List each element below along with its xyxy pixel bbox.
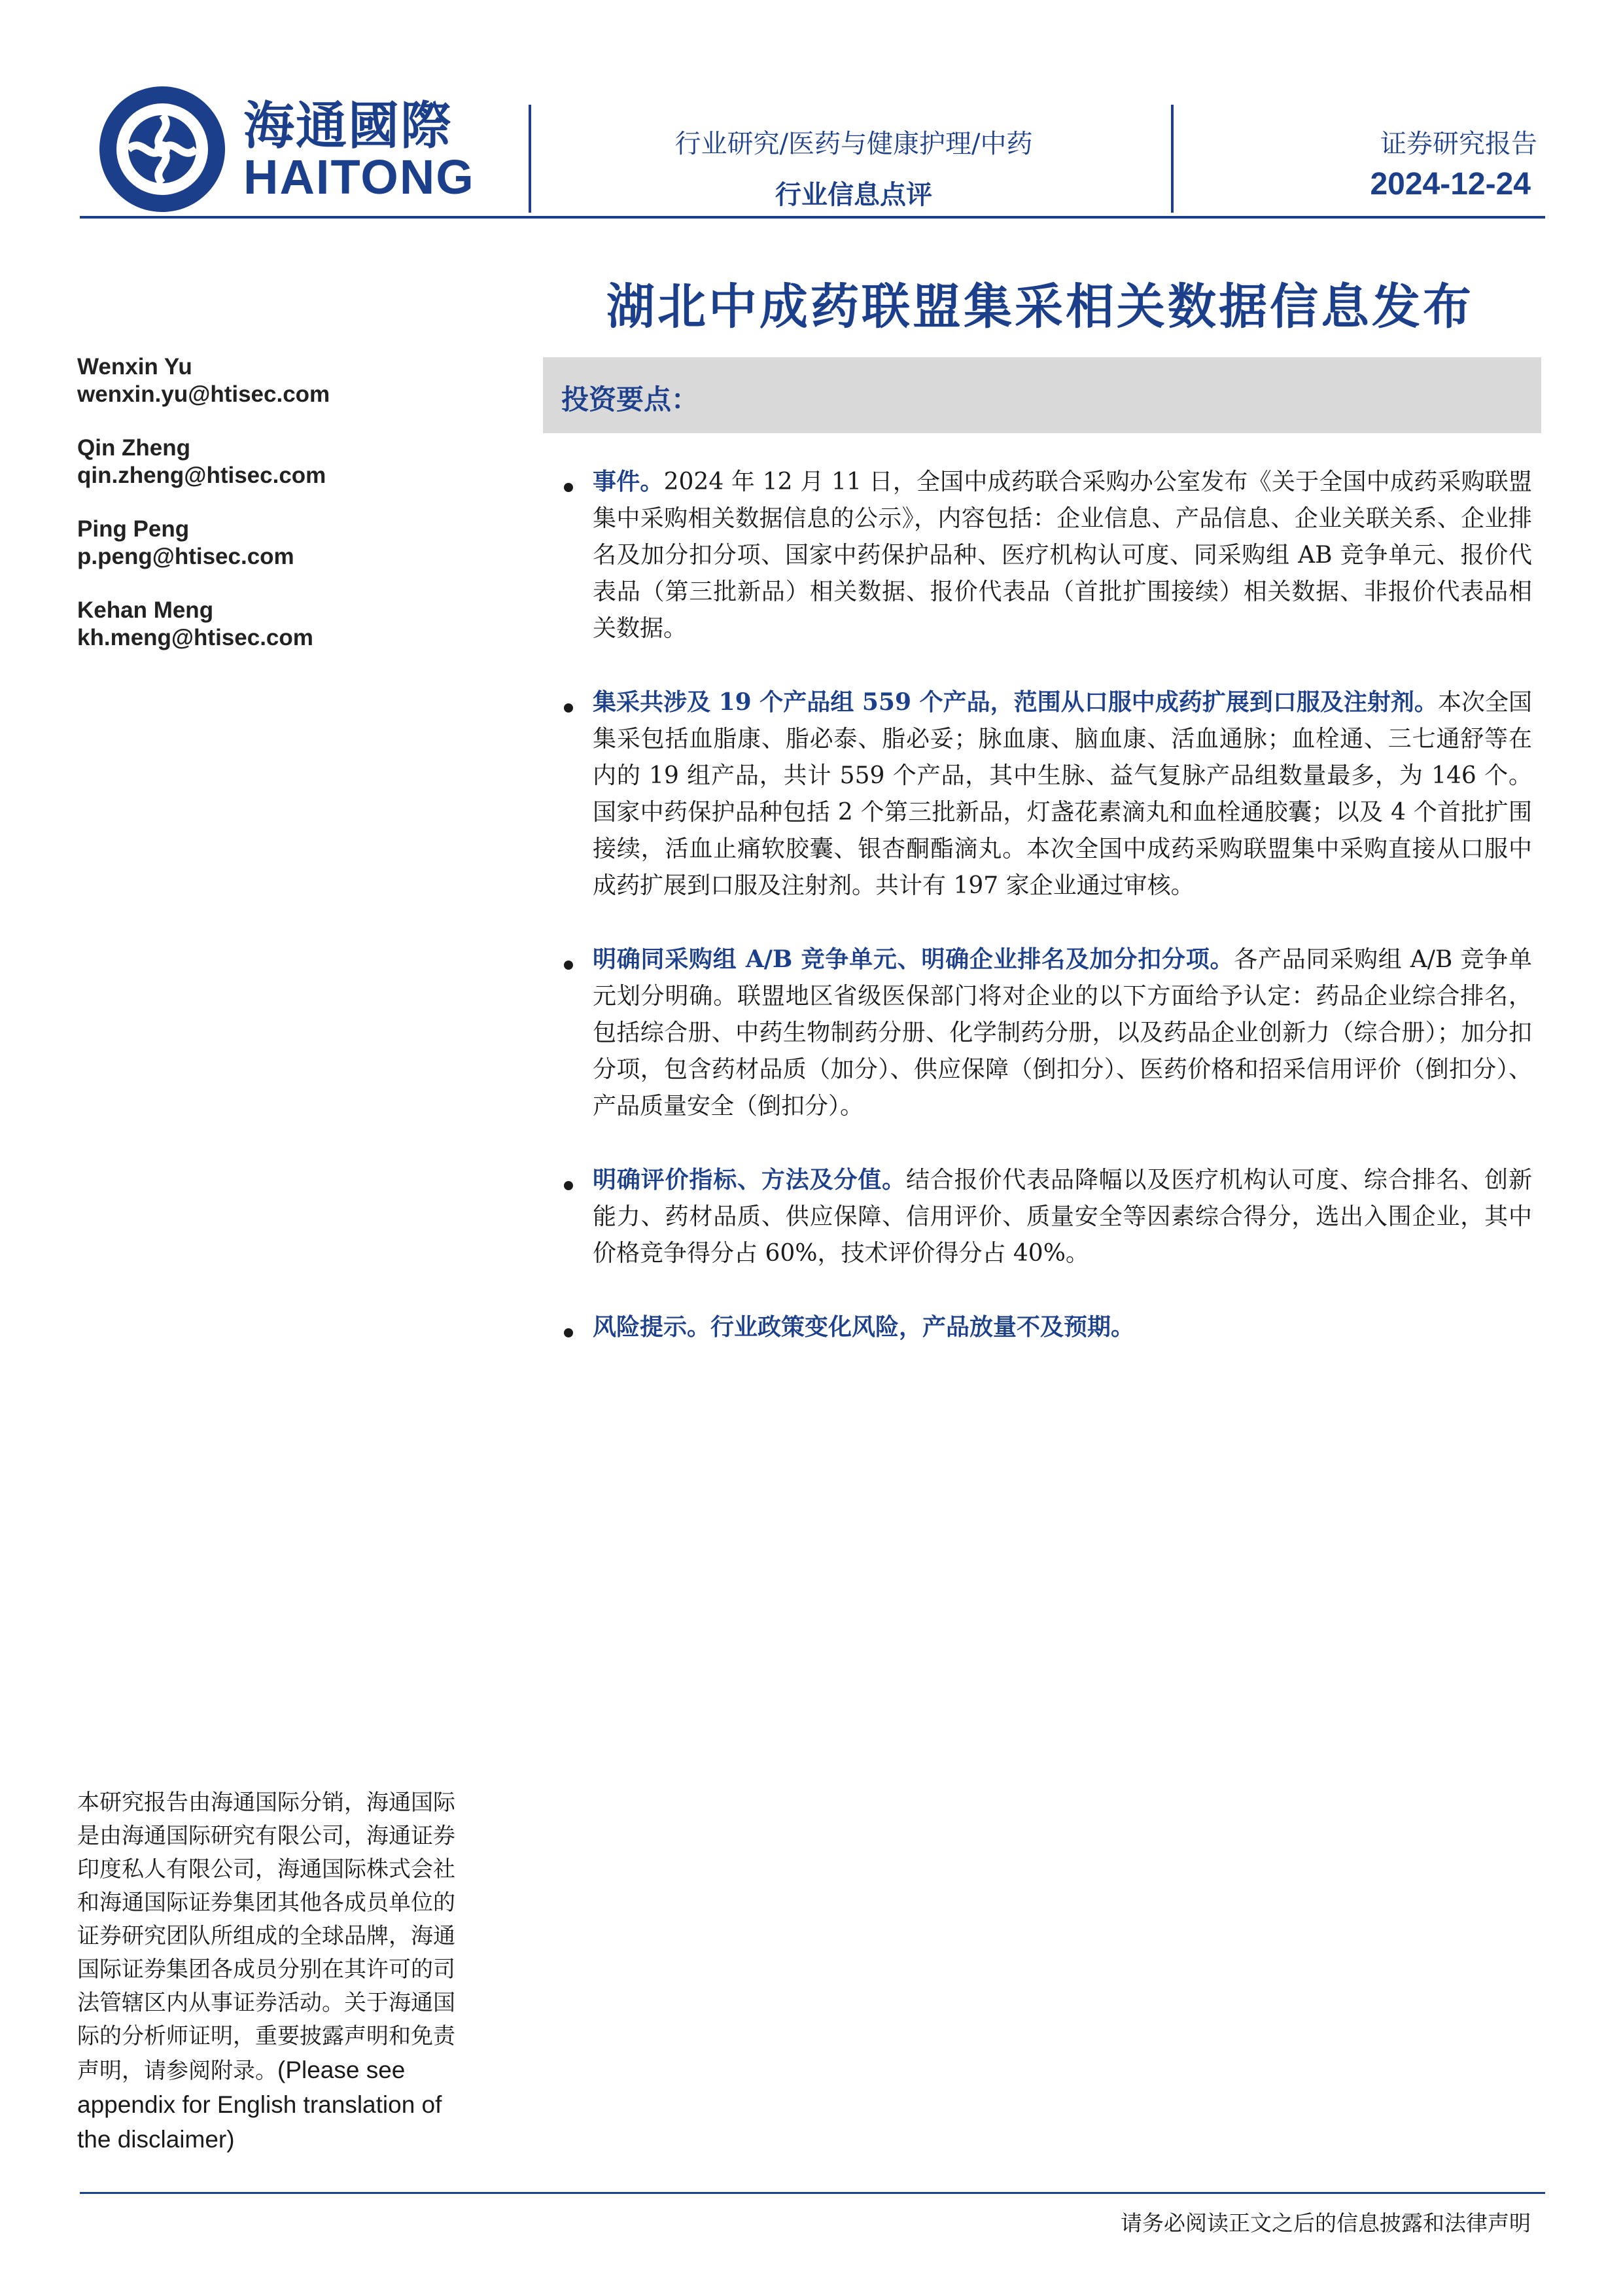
- bullet-icon: [564, 483, 573, 492]
- point-lead: 集采共涉及 19 个产品组 559 个产品，范围从口服中成药扩展到口服及注射剂。: [593, 688, 1438, 716]
- author-name: Wenxin Yu: [77, 354, 192, 380]
- header-rule: [80, 216, 1545, 219]
- haitong-logo-icon: [97, 84, 228, 215]
- logo-english-wordmark: HAITONG: [243, 150, 475, 204]
- point-lead: 明确评价指标、方法及分值。: [593, 1166, 906, 1193]
- report-type: 行业信息点评: [775, 179, 932, 210]
- bullet-icon: [564, 961, 573, 970]
- footer-note: 请务必阅读正文之后的信息披露和法律声明: [1121, 2210, 1531, 2236]
- report-date: 2024-12-24: [1370, 167, 1531, 202]
- point-body: 2024 年 12 月 11 日，全国中成药联合采购办公室发布《关于全国中成药采购联盟集中采购相关数据信息的公示》，内容包括：企业信息、产品信息、企业关联关系、企业排名及加分扣分项、国家中药保护品种、医疗机构认可度、同采购组 AB 竞争单元、报价代表品（第三批新品）相关数据、报价代表品（首批扩围接续）相关数据、非报价代表品相关数据。: [593, 468, 1532, 642]
- author-entry: [77, 516, 522, 571]
- author-email: qin.zheng@htisec.com: [77, 463, 326, 488]
- disclaimer: [77, 1786, 470, 2157]
- report-kind: 证券研究报告: [1380, 129, 1537, 159]
- list-item: [564, 941, 1532, 1125]
- point-text: [593, 1309, 1532, 1346]
- list-item: [564, 1309, 1532, 1346]
- author-name: Ping Peng: [77, 516, 190, 542]
- author-email: wenxin.yu@htisec.com: [77, 381, 330, 407]
- disclaimer-en: (Please see appendix for English translation of the disclaimer): [77, 2057, 442, 2153]
- report-category: 行业研究/医药与健康护理/中药: [674, 129, 1033, 159]
- author-name: Kehan Meng: [77, 597, 214, 623]
- author-name: Qin Zheng: [77, 435, 191, 461]
- point-text: [593, 941, 1532, 1125]
- list-item: [564, 1161, 1532, 1272]
- key-points-list: [564, 463, 1532, 1383]
- logo-chinese-wordmark: 海通國際: [243, 97, 453, 156]
- disclaimer-cn: 本研究报告由海通国际分销，海通国际是由海通国际研究有限公司，海通证券印度私人有限公司，海通国际株式会社和海通国际证券集团其他各成员单位的证券研究团队所组成的全球品牌，海通国际证券集团各成员分别在其许可的司法管辖区内从事证券活动。关于海通国际的分析师证明，重要披露声明和免责声明，请参阅附录。: [77, 1790, 455, 2084]
- author-email: kh.meng@htisec.com: [77, 625, 313, 650]
- author-entry: [77, 353, 522, 408]
- list-item: [564, 684, 1532, 904]
- author-list: [77, 353, 522, 678]
- point-lead: 事件。: [593, 468, 664, 495]
- list-item: [564, 463, 1532, 647]
- bullet-icon: [564, 1328, 573, 1337]
- point-body: 结合报价代表品降幅以及医疗机构认可度、综合排名、创新能力、药材品质、供应保障、信用评价、质量安全等因素综合得分，选出入围企业，其中价格竞争得分占 60%，技术评价得分占 40%。: [593, 1167, 1532, 1267]
- author-entry: [77, 434, 522, 489]
- point-lead: 明确同采购组 A/B 竞争单元、明确企业排名及加分扣分项。: [593, 945, 1234, 973]
- author-email: p.peng@htisec.com: [77, 544, 294, 569]
- point-text: [593, 684, 1532, 904]
- section-label: 投资要点：: [561, 383, 699, 415]
- bullet-icon: [564, 1181, 573, 1190]
- header-divider: [529, 105, 531, 213]
- footer-rule: [80, 2192, 1545, 2194]
- author-entry: [77, 597, 522, 652]
- point-text: [593, 463, 1532, 647]
- point-body: 各产品同采购组 A/B 竞争单元划分明确。联盟地区省级医保部门将对企业的以下方面给予认定：药品企业综合排名，包括综合册、中药生物制药分册、化学制药分册，以及药品企业创新力（综合册）；加分扣分项，包含药材品质（加分）、供应保障（倒扣分）、医药价格和招采信用评价（倒扣分）、产品质量安全（倒扣分）。: [593, 946, 1532, 1120]
- point-text: [593, 1161, 1532, 1272]
- point-lead: 风险提示。行业政策变化风险，产品放量不及预期。: [593, 1313, 1135, 1341]
- page-title: 湖北中成药联盟集采相关数据信息发布: [606, 279, 1474, 335]
- header-divider: [1171, 105, 1174, 213]
- point-body: 本次全国集采包括血脂康、脂必泰、脂必妥；脉血康、脑血康、活血通脉；血栓通、三七通舒等在内的 19 组产品，共计 559 个产品，其中生脉、益气复脉产品组数量最多，为 146 个。国家中药保护品种包括 2 个第三批新品，灯盏花素滴丸和血栓通胶囊；以及 4 个首批扩围接续，活血止痛软胶囊、银杏酮酯滴丸。本次全国中成药采购联盟集中采购直接从口服中成药扩展到口服及注射剂。共计有 197 家企业通过审核。: [593, 689, 1532, 899]
- bullet-icon: [564, 703, 573, 713]
